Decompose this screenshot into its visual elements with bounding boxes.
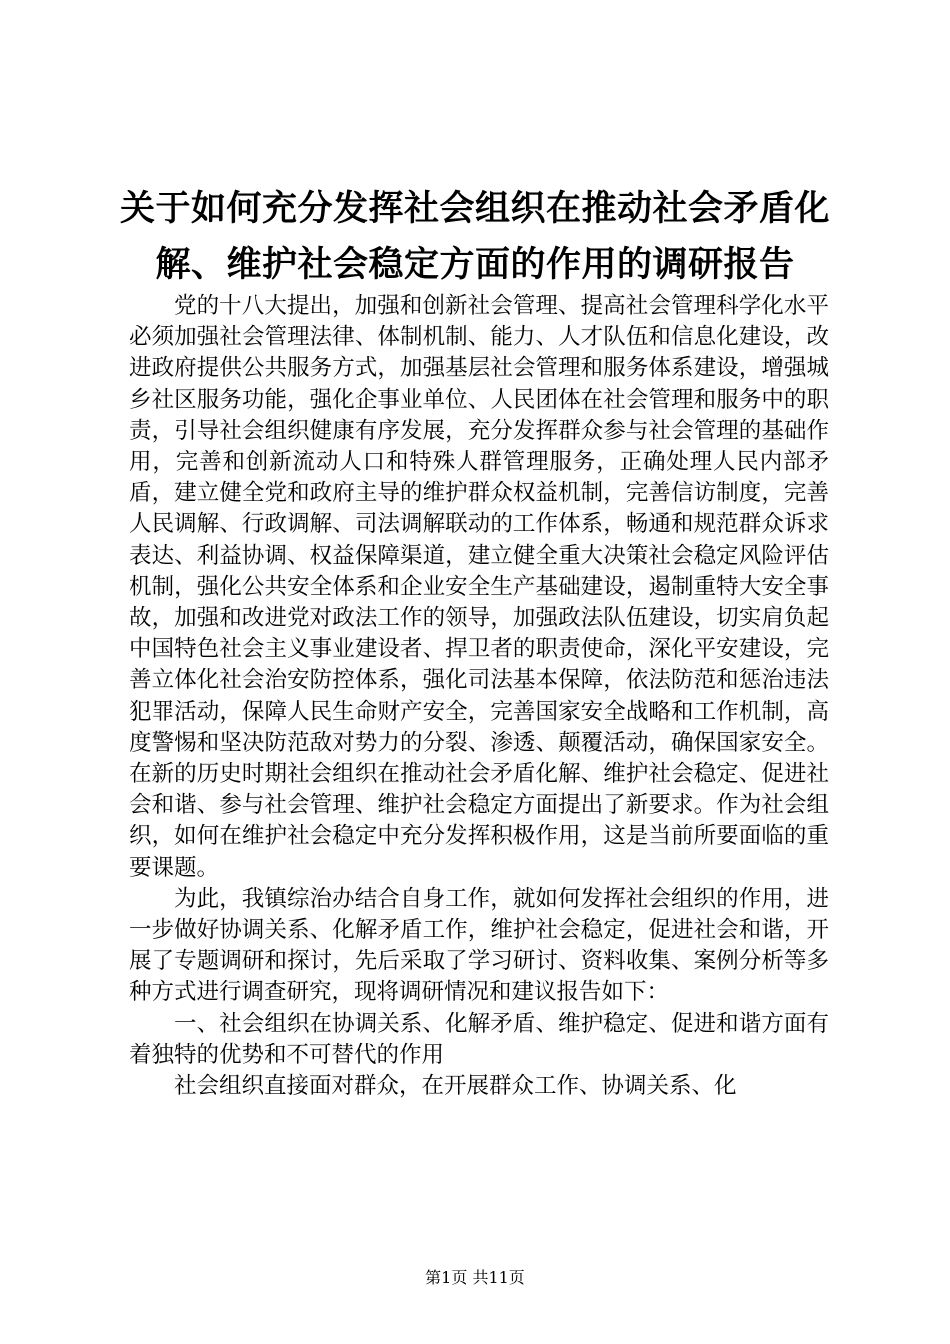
section-heading-1: 一、社会组织在协调关系、化解矛盾、维护稳定、促进和谐方面有着独特的优势和不可替代的作用 <box>129 1010 829 1068</box>
title-line-2: 解、维护社会稳定方面的作用的调研报告 <box>155 245 795 285</box>
paragraph-1: 党的十八大提出，加强和创新社会管理、提高社会管理科学化水平必须加强社会管理法律、体制机制、能力、人才队伍和信息化建设，改进政府提供公共服务方式，加强基层社会管理和服务体系建设，增强城乡社区服务功能，强化企事业单位、人民团体在社会管理和服务中的职责，引导社会组织健康有序发展，充分发挥群众参与社会管理的基础作用，完善和创新流动人口和特殊人群管理服务，正确处理人民内部矛盾，建立健全党和政府主导的维护群众权益机制，完善信访制度，完善人民调解、行政调解、司法调解联动的工作体系，畅通和规范群众诉求表达、利益协调、权益保障渠道，建立健全重大决策社会稳定风险评估机制，强化公共安全体系和企业安全生产基础建设，遏制重特大安全事故，加强和改进党对政法工作的领导，加强政法队伍建设，切实肩负起中国特色社会主义事业建设者、捍卫者的职责使命，深化平安建设，完善立体化社会治安防控体系，强化司法基本保障，依法防范和惩治违法犯罪活动，保障人民生命财产安全，完善国家安全战略和工作机制，高度警惕和坚决防范敌对势力的分裂、渗透、颠覆活动，确保国家安全。在新的历史时期社会组织在推动社会矛盾化解、维护社会稳定、促进社会和谐、参与社会管理、维护社会稳定方面提出了新要求。作为社会组织，如何在维护社会稳定中充分发挥积极作用，这是当前所要面临的重要课题。 <box>129 293 829 881</box>
document-body <box>129 291 829 1102</box>
page-footer: 第1页 共11页 <box>425 1268 525 1287</box>
paragraph-2: 为此，我镇综治办结合自身工作，就如何发挥社会组织的作用，进一步做好协调关系、化解矛盾工作，维护社会稳定，促进社会和谐，开展了专题调研和探讨，先后采取了学习研讨、资料收集、案例分析等多种方式进行调查研究，现将调研情况和建议报告如下： <box>129 885 829 1006</box>
document-title <box>100 181 850 293</box>
title-line-1: 关于如何充分发挥社会组织在推动社会矛盾化 <box>119 189 830 229</box>
paragraph-3: 社会组织直接面对群众，在开展群众工作、协调关系、化 <box>174 1073 737 1100</box>
